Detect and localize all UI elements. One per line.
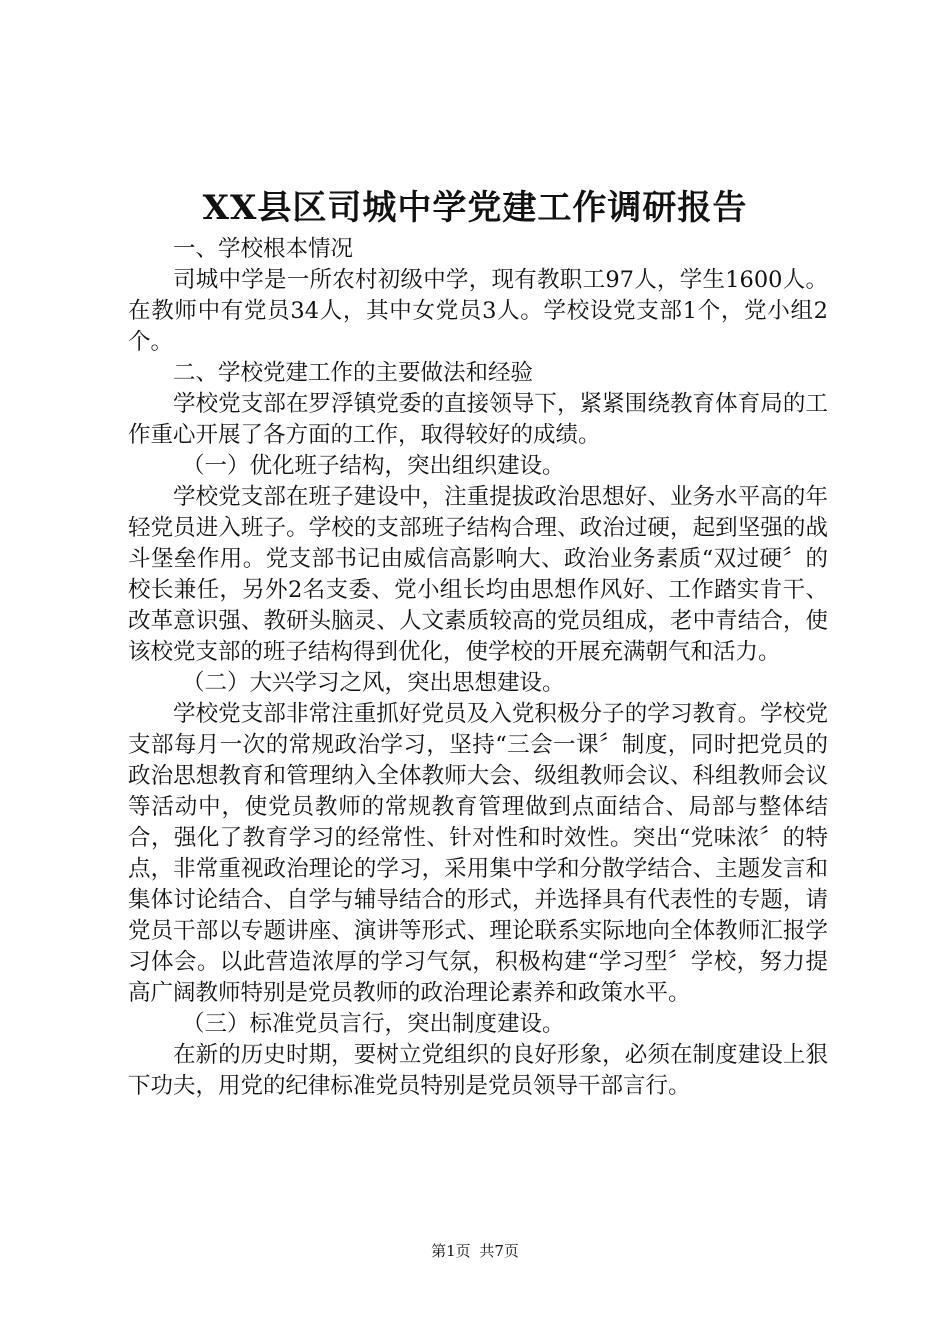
section-heading-2: 二、学校党建工作的主要做法和经验: [173, 360, 534, 386]
document-title: XX县区司城中学党建工作调研报告: [202, 188, 748, 228]
paragraph-school-overview: 司城中学是一所农村初级中学，现有教职工97人，学生1600人。在教师中有党员34人，其中女党员3人。学校设党支部1个，党小组2个。: [128, 267, 828, 355]
section-heading-1: 一、学校根本情况: [173, 236, 354, 262]
document-body: [128, 234, 828, 1102]
paragraph-organization: 学校党支部在班子建设中，注重提拔政治思想好、业务水平高的年轻党员进入班子。学校的支部班子结构合理、政治过硬，起到坚强的战斗堡垒作用。党支部书记由威信高影响大、政治业务素质“双过硬〞的校长兼任，另外2名支委、党小组长均由思想作风好、工作踏实肯干、改革意识强、教研头脑灵、人文素质较高的党员组成，老中青结合，使该校党支部的班子结构得到优化，使学校的开展充满朝气和活力。: [128, 484, 828, 665]
page-footer: [0, 1240, 950, 1262]
subheading-1: （一）优化班子结构，突出组织建设。: [182, 453, 565, 479]
subheading-3: （三）标准党员言行，突出制度建设。: [182, 1011, 565, 1037]
page-total: 共7页: [479, 1242, 519, 1260]
paragraph-system: 在新的历史时期，要树立党组织的良好形象，必须在制度建设上狠下功夫，用党的纪律标准党员特别是党员领导干部言行。: [128, 1042, 828, 1099]
paragraph-intro: 学校党支部在罗浮镇党委的直接领导下，紧紧围绕教育体育局的工作重心开展了各方面的工作，取得较好的成绩。: [128, 391, 828, 448]
subheading-2: （二）大兴学习之风，突出思想建设。: [182, 670, 565, 696]
paragraph-study: 学校党支部非常注重抓好党员及入党积极分子的学习教育。学校党支部每月一次的常规政治学习，坚持“三会一课〞制度，同时把党员的政治思想教育和管理纳入全体教师大会、级组教师会议、科组教师会议等活动中，使党员教师的常规教育管理做到点面结合、局部与整体结合，强化了教育学习的经常性、针对性和时效性。突出“党味浓〞的特点，非常重视政治理论的学习，采用集中学和分散学结合、主题发言和集体讨论结合、自学与辅导结合的形式，并选择具有代表性的专题，请党员干部以专题讲座、演讲等形式、理论联系实际地向全体教师汇报学习体会。以此营造浓厚的学习气氛，积极构建“学习型〞学校，努力提高广阔教师特别是党员教师的政治理论素养和政策水平。: [128, 701, 828, 1006]
page-number: 第1页: [431, 1242, 471, 1260]
